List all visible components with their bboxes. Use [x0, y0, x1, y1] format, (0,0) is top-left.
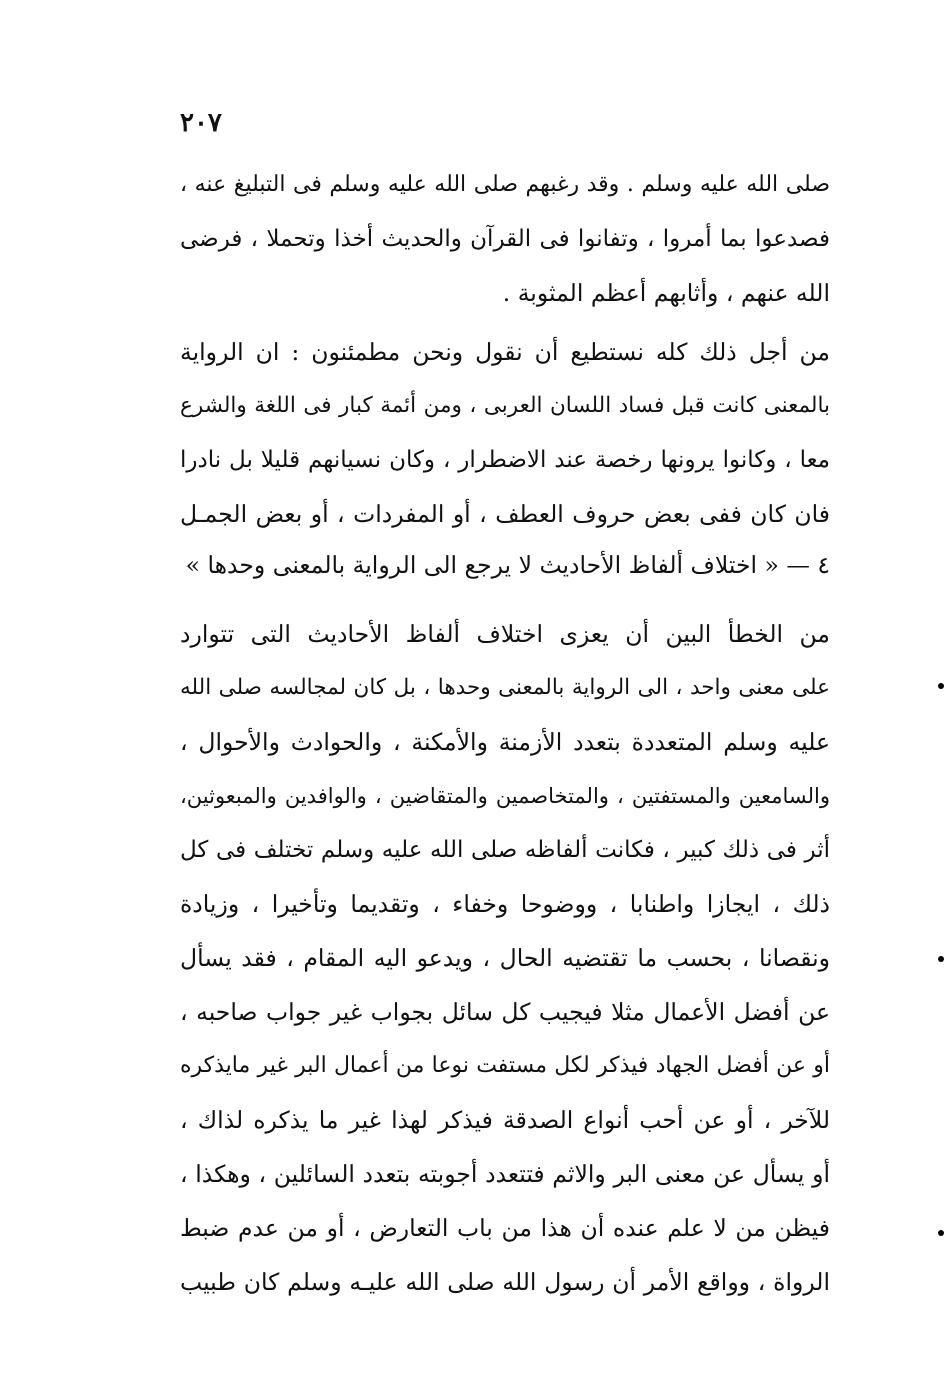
text-line: من الخطأ البين أن يعزى اختلاف ألفاظ الأحاديث التى تتوارد: [180, 620, 830, 648]
text-line: عليه وسلم المتعددة بتعدد الأزمنة والأمكنة ، والحوادث والأحوال ،: [180, 728, 830, 756]
text-line: الرواة ، وواقع الأمر أن رسول الله صلى الله عليـه وسلم كان طبيب: [180, 1268, 830, 1296]
text-line: الله عنهم ، وأثابهم أعظم المثوبة .: [502, 279, 830, 307]
margin-dot: [938, 956, 944, 962]
text-line: ونقصانا ، بحسب ما تقتضيه الحال ، ويدعو اليه المقام ، فقد يسأل: [180, 944, 830, 972]
text-line: عن أفضل الأعمال مثلا فيجيب كل سائل بجواب غير جواب صاحبه ،: [180, 998, 830, 1026]
paragraph-2: [180, 325, 830, 541]
text-line: معا ، وكانوا يرونها رخصة عند الاضطرار ، وكان نسيانهم قليلا بل نادرا: [180, 447, 830, 473]
section-heading: ٤ — « اختلاف ألفاظ الأحاديث لا يرجع الى الرواية بالمعنى وحدها »: [185, 551, 830, 579]
text-line: أو عن أفضل الجهاد فيذكر لكل مستفت نوعا من أعمال البر غير مايذكره: [180, 1053, 830, 1078]
paragraph-3: [180, 607, 830, 1309]
text-line: والسامعين والمستفتين ، والمتخاصمين والمتقاضين ، والوافدين والمبعوثين،: [180, 784, 830, 808]
text-line: أو يسأل عن معنى البر والاثم فتتعدد أجوبته بتعدد السائلين ، وهكذا ،: [180, 1160, 830, 1188]
paragraph-1: [180, 158, 830, 320]
text-line: فيظن من لا علم عنده أن هذا من باب التعارض ، أو من عدم ضبط: [180, 1214, 830, 1242]
margin-dot: [938, 683, 944, 689]
text-line: صلى الله عليه وسلم . وقد رغبهم صلى الله عليه وسلم فى التبليغ عنه ،: [180, 172, 830, 197]
margin-dot: [938, 1230, 944, 1236]
text-line: بالمعنى كانت قبل فساد اللسان العربى ، ومن أئمة كبار فى اللغة والشرع: [180, 393, 830, 418]
text-line: للآخر ، أو عن أحب أنواع الصدقة فيذكر لهذا غير ما يذكره لذاك ،: [180, 1106, 830, 1134]
text-line: فان كان ففى بعض حروف العطف ، أو المفردات ، أو بعض الجمـل: [180, 500, 830, 528]
text-line: من أجل ذلك كله نستطيع أن نقول ونحن مطمئنون : ان الرواية: [180, 338, 830, 366]
text-line: أثر فى ذلك كبير ، فكانت ألفاظه صلى الله عليه وسلم تختلف فى كل: [180, 837, 830, 863]
text-line: فصدعوا بما أمروا ، وتفانوا فى القرآن والحديث أخذا وتحملا ، فرضى: [180, 226, 830, 252]
page-number: ٢٠٧: [180, 108, 222, 138]
text-line: على معنى واحد ، الى الرواية بالمعنى وحدها ، بل كان لمجالسه صلى الله: [180, 675, 830, 700]
text-line: ذلك ، ايجازا واطنابا ، ووضوحا وخفاء ، وتقديما وتأخيرا ، وزيادة: [180, 890, 830, 918]
